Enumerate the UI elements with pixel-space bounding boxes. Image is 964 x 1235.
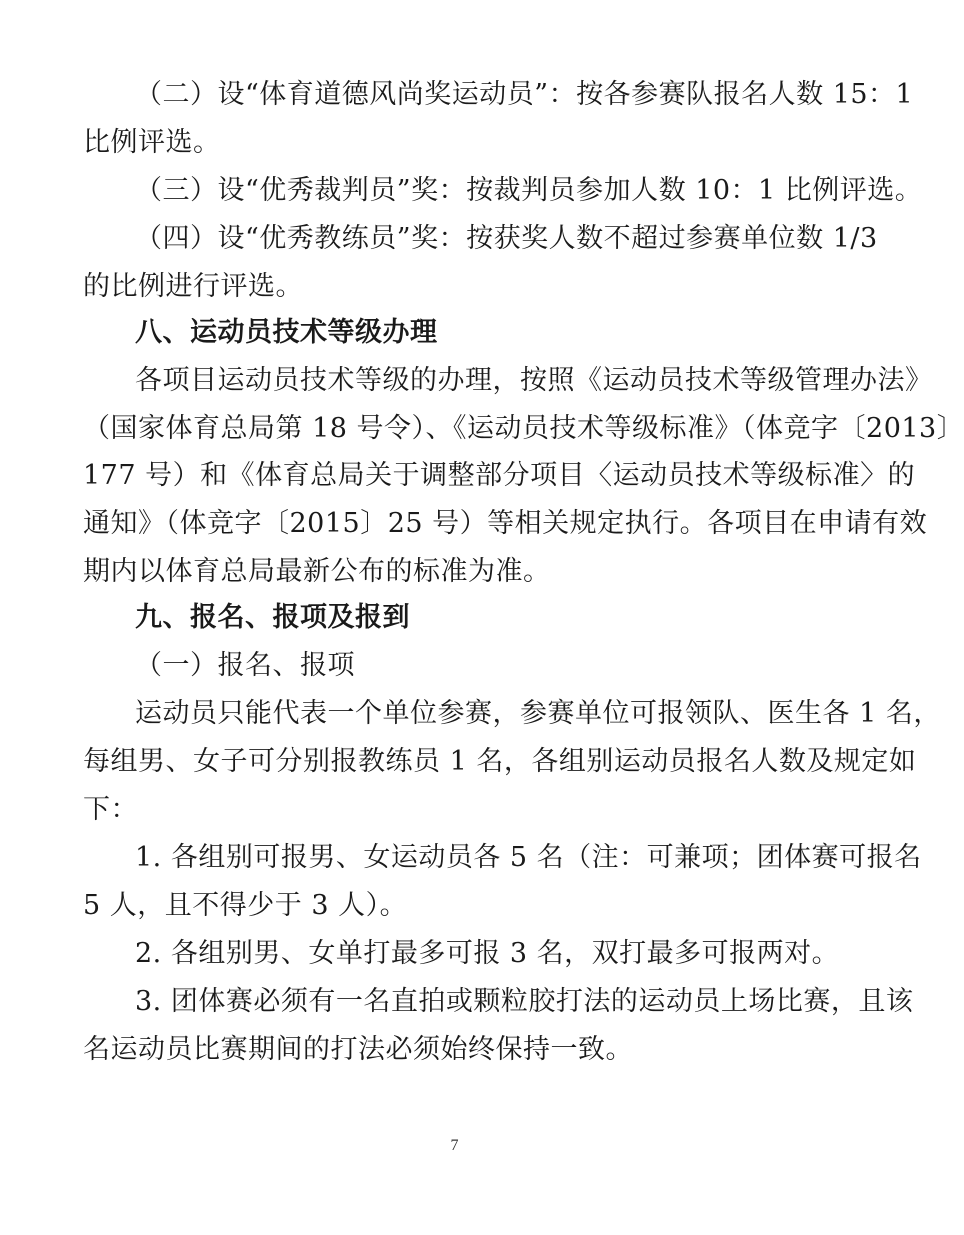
award-item-4-line-2: 的比例进行评选。 [83, 271, 303, 302]
section-9-heading: 九、报名、报项及报到 [135, 602, 410, 633]
registration-paragraph-line-1: 运动员只能代表一个单位参赛，参赛单位可报领队、医生各 1 名， [135, 698, 941, 729]
registration-paragraph-line-2: 每组男、女子可分别报教练员 1 名，各组别运动员报名人数及规定如 [83, 746, 917, 777]
section-8-heading: 八、运动员技术等级办理 [135, 317, 438, 348]
rule-3-line-2: 名运动员比赛期间的打法必须始终保持一致。 [83, 1034, 633, 1065]
page-number: 7 [450, 1137, 459, 1154]
registration-paragraph-line-3: 下： [83, 794, 138, 825]
rule-2: 2. 各组别男、女单打最多可报 3 名，双打最多可报两对。 [135, 938, 840, 969]
award-item-4-line-1: （四）设“优秀教练员”奖：按获奖人数不超过参赛单位数 1/3 [135, 223, 878, 254]
rule-3-line-1: 3. 团体赛必须有一名直拍或颗粒胶打法的运动员上场比赛，且该 [135, 986, 914, 1017]
rule-1-line-2: 5 人，且不得少于 3 人）。 [83, 890, 408, 921]
award-item-2-line-2: 比例评选。 [83, 127, 221, 158]
section-8-paragraph-line-4: 通知》（体竞字〔2015〕25 号）等相关规定执行。各项目在申请有效 [83, 508, 928, 539]
section-8-paragraph-line-5: 期内以体育总局最新公布的标准为准。 [83, 556, 551, 587]
section-8-paragraph-line-1: 各项目运动员技术等级的办理，按照《运动员技术等级管理办法》 [135, 365, 933, 396]
section-8-paragraph-line-3: 177 号）和《体育总局关于调整部分项目〈运动员技术等级标准〉的 [83, 460, 916, 491]
award-item-3: （三）设“优秀裁判员”奖：按裁判员参加人数 10：1 比例评选。 [135, 175, 923, 206]
section-8-paragraph-line-2: （国家体育总局第 18 号令）、《运动员技术等级标准》（体竞字〔2013〕 [83, 413, 964, 444]
award-item-2-line-1: （二）设“体育道德风尚奖运动员”：按各参赛队报名人数 15：1 [135, 79, 914, 110]
rule-1-line-1: 1. 各组别可报男、女运动员各 5 名（注：可兼项；团体赛可报名 [135, 842, 922, 873]
section-9-subheading: （一）报名、报项 [135, 650, 355, 681]
